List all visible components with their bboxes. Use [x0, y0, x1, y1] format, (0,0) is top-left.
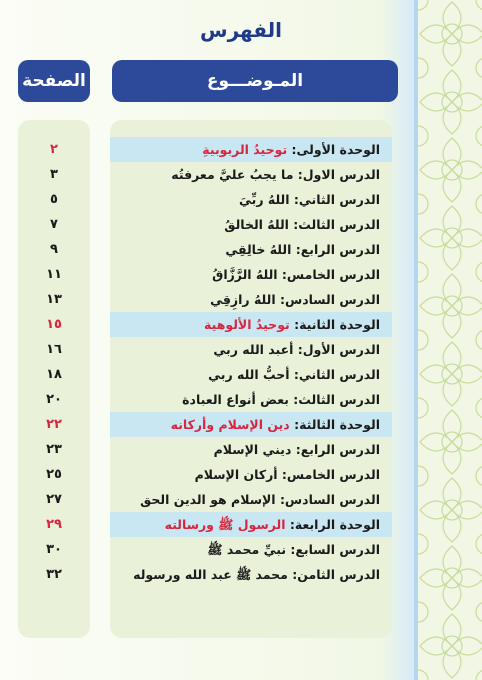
lesson-title: الدرس الرابع: اللهُ خالِقِي	[225, 242, 380, 257]
unit-title	[110, 312, 392, 337]
page-number: ١٣	[46, 292, 62, 307]
lesson-row[interactable]	[0, 487, 482, 512]
lesson-row[interactable]	[0, 287, 482, 312]
unit-prefix: الوحدة الثانية:	[289, 317, 380, 332]
unit-row[interactable]	[0, 137, 482, 162]
lesson-row[interactable]	[0, 337, 482, 362]
lesson-row[interactable]	[0, 187, 482, 212]
page-column-header: الصفحة	[18, 60, 90, 102]
lesson-row[interactable]	[0, 237, 482, 262]
page-number: ٢٣	[46, 442, 62, 457]
lesson-title: الدرس الخامس: اللهُ الرَّزَّاقُ	[212, 267, 380, 282]
lesson-title: الدرس الأول: أعبد الله ربي	[213, 342, 380, 357]
page-number: ١٦	[46, 342, 62, 357]
lesson-row[interactable]	[0, 562, 482, 587]
lesson-title: الدرس الثالث: اللهُ الخالقُ	[224, 217, 380, 232]
lesson-row[interactable]	[0, 162, 482, 187]
unit-row[interactable]	[0, 512, 482, 537]
page-number: ٢٥	[46, 467, 62, 482]
lesson-title: الدرس السادس: الإسلام هو الدين الحق	[140, 492, 380, 507]
lesson-row[interactable]	[0, 212, 482, 237]
lesson-row[interactable]	[0, 462, 482, 487]
lesson-row[interactable]	[0, 437, 482, 462]
page-number: ٢٩	[46, 517, 62, 532]
lesson-row[interactable]	[0, 262, 482, 287]
unit-title	[110, 512, 392, 537]
unit-name: توحيدُ الألوهية	[204, 317, 290, 332]
unit-title	[110, 137, 392, 162]
page-number: ٢٠	[46, 392, 62, 407]
page-number: ١٨	[46, 367, 62, 382]
page-number: ١١	[46, 267, 62, 282]
lesson-title: الدرس الثامن: محمد ﷺ عبد الله ورسوله	[133, 567, 380, 582]
unit-row[interactable]	[0, 312, 482, 337]
unit-name: الرسول ﷺ ورسالته	[164, 517, 286, 532]
page-number: ٣	[50, 167, 58, 182]
lesson-title: الدرس السادس: اللهُ رازِقِي	[210, 292, 380, 307]
unit-prefix: الوحدة الثالثة:	[289, 417, 380, 432]
lesson-title: الدرس الاول: ما يجبُ عليَّ معرفتُه	[171, 167, 380, 182]
unit-prefix: الوحدة الأولى:	[287, 142, 380, 157]
lesson-row[interactable]	[0, 362, 482, 387]
page-number: ٣٠	[46, 542, 62, 557]
unit-name: توحيدُ الربوبيةِ	[202, 142, 288, 157]
page-number: ٥	[50, 192, 58, 207]
lesson-title: الدرس الثاني: أحبُّ الله ربي	[208, 367, 380, 382]
page-title: الفهرس	[199, 18, 282, 42]
topic-column-header: المـوضـــوع	[112, 60, 398, 102]
unit-name: دين الإسلام وأركانه	[170, 417, 290, 432]
toc-list	[0, 137, 482, 587]
page-number: ٧	[50, 217, 58, 232]
lesson-title: الدرس الرابع: ديني الإسلام	[213, 442, 380, 457]
unit-row[interactable]	[0, 412, 482, 437]
lesson-title: الدرس الثاني: اللهُ ربِّيَ	[238, 192, 380, 207]
page-number: ٢	[50, 142, 58, 157]
page-number: ٢٢	[46, 417, 62, 432]
lesson-row[interactable]	[0, 537, 482, 562]
lesson-row[interactable]	[0, 387, 482, 412]
page-number: ١٥	[46, 317, 62, 332]
lesson-title: الدرس الخامس: أركان الإسلام	[194, 467, 380, 482]
page-number: ٢٧	[46, 492, 62, 507]
unit-prefix: الوحدة الرابعة:	[285, 517, 380, 532]
lesson-title: الدرس الثالث: بعض أنواع العبادة	[182, 392, 380, 407]
unit-title	[110, 412, 392, 437]
lesson-title: الدرس السابع: نبيِّ محمد ﷺ	[207, 542, 380, 557]
page-number: ٣٢	[46, 567, 62, 582]
page-number: ٩	[50, 242, 58, 257]
